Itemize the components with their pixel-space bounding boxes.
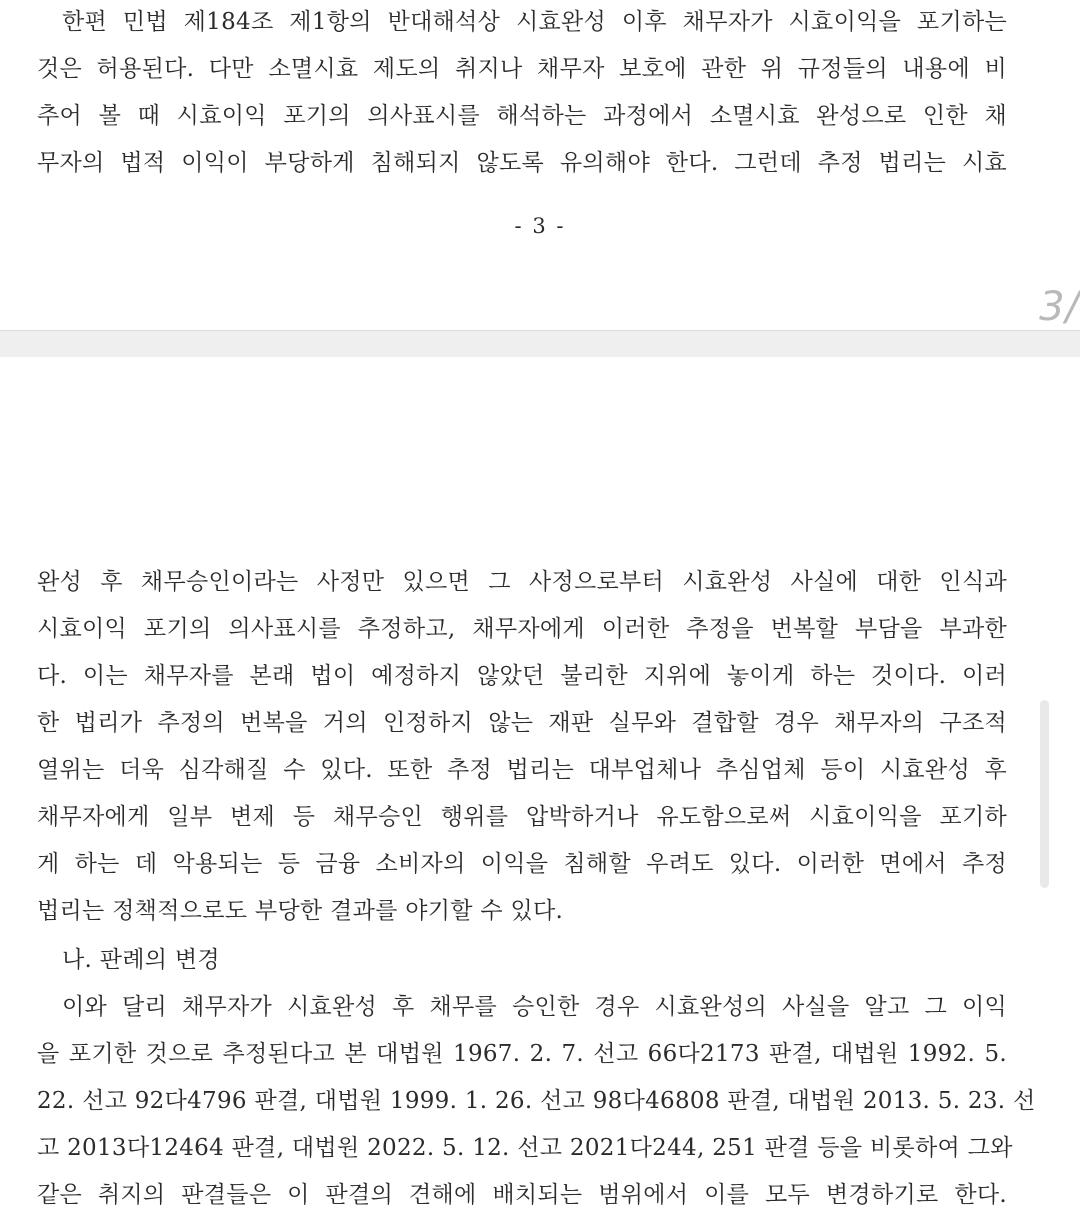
page-separator bbox=[0, 330, 1080, 359]
body-text-line: 것은 허용된다. 다만 소멸시효 제도의 취지나 채무자 보호에 관한 위 규정들의 내용에 비 bbox=[37, 56, 1007, 82]
document-page-lower bbox=[0, 357, 1080, 1214]
body-text-line: 완성 후 채무승인이라는 사정만 있으면 그 사정으로부터 시효완성 사실에 대한 인식과 bbox=[37, 569, 1007, 595]
body-text-line: 을 포기한 것으로 추정된다고 본 대법원 1967. 2. 7. 선고 66다2173 판결, 대법원 1992. 5. bbox=[37, 1041, 1007, 1067]
body-text-line: 채무자에게 일부 변제 등 채무승인 행위를 압박하거나 유도함으로써 시효이익을 포기하 bbox=[37, 804, 1007, 830]
body-text-line: 게 하는 데 악용되는 등 금융 소비자의 이익을 침해할 우려도 있다. 이러한 면에서 추정 bbox=[37, 851, 1007, 877]
body-text-line: 추어 볼 때 시효이익 포기의 의사표시를 해석하는 과정에서 소멸시효 완성으로 인한 채 bbox=[37, 103, 1007, 129]
body-text-line: 22. 선고 92다4796 판결, 대법원 1999. 1. 26. 선고 98다46808 판결, 대법원 2013. 5. 23. 선 bbox=[37, 1088, 1036, 1114]
body-text-line: 한편 민법 제184조 제1항의 반대해석상 시효완성 이후 채무자가 시효이익을 포기하는 bbox=[62, 9, 1007, 35]
body-text-line: 이와 달리 채무자가 시효완성 후 채무를 승인한 경우 시효완성의 사실을 알고 그 이익 bbox=[62, 994, 1007, 1020]
section-heading: 나. 판례의 변경 bbox=[62, 947, 220, 973]
body-text-line: 열위는 더욱 심각해질 수 있다. 또한 추정 법리는 대부업체나 추심업체 등이 시효완성 후 bbox=[37, 757, 1007, 783]
document-page-upper bbox=[0, 0, 1080, 330]
body-text-line: 같은 취지의 판결들은 이 판결의 견해에 배치되는 범위에서 이를 모두 변경하기로 한다. bbox=[37, 1182, 1007, 1208]
body-text-line: 시효이익 포기의 의사표시를 추정하고, 채무자에게 이러한 추정을 번복할 부담을 부과한 bbox=[37, 616, 1007, 642]
body-text-line: 다. 이는 채무자를 본래 법이 예정하지 않았던 불리한 지위에 놓이게 하는 것이다. 이러 bbox=[37, 663, 1007, 689]
vertical-scrollbar-thumb[interactable] bbox=[1040, 700, 1049, 888]
page-indicator: 3/ bbox=[1039, 284, 1080, 330]
page-number: - 3 - bbox=[514, 214, 566, 238]
body-text-line: 법리는 정책적으로도 부당한 결과를 야기할 수 있다. bbox=[37, 898, 564, 924]
body-text-line: 고 2013다12464 판결, 대법원 2022. 5. 12. 선고 2021다244, 251 판결 등을 비롯하여 그와 bbox=[37, 1135, 1013, 1161]
body-text-line: 한 법리가 추정의 번복을 거의 인정하지 않는 재판 실무와 결합할 경우 채무자의 구조적 bbox=[37, 710, 1007, 736]
body-text-line: 무자의 법적 이익이 부당하게 침해되지 않도록 유의해야 한다. 그런데 추정 법리는 시효 bbox=[37, 150, 1007, 176]
